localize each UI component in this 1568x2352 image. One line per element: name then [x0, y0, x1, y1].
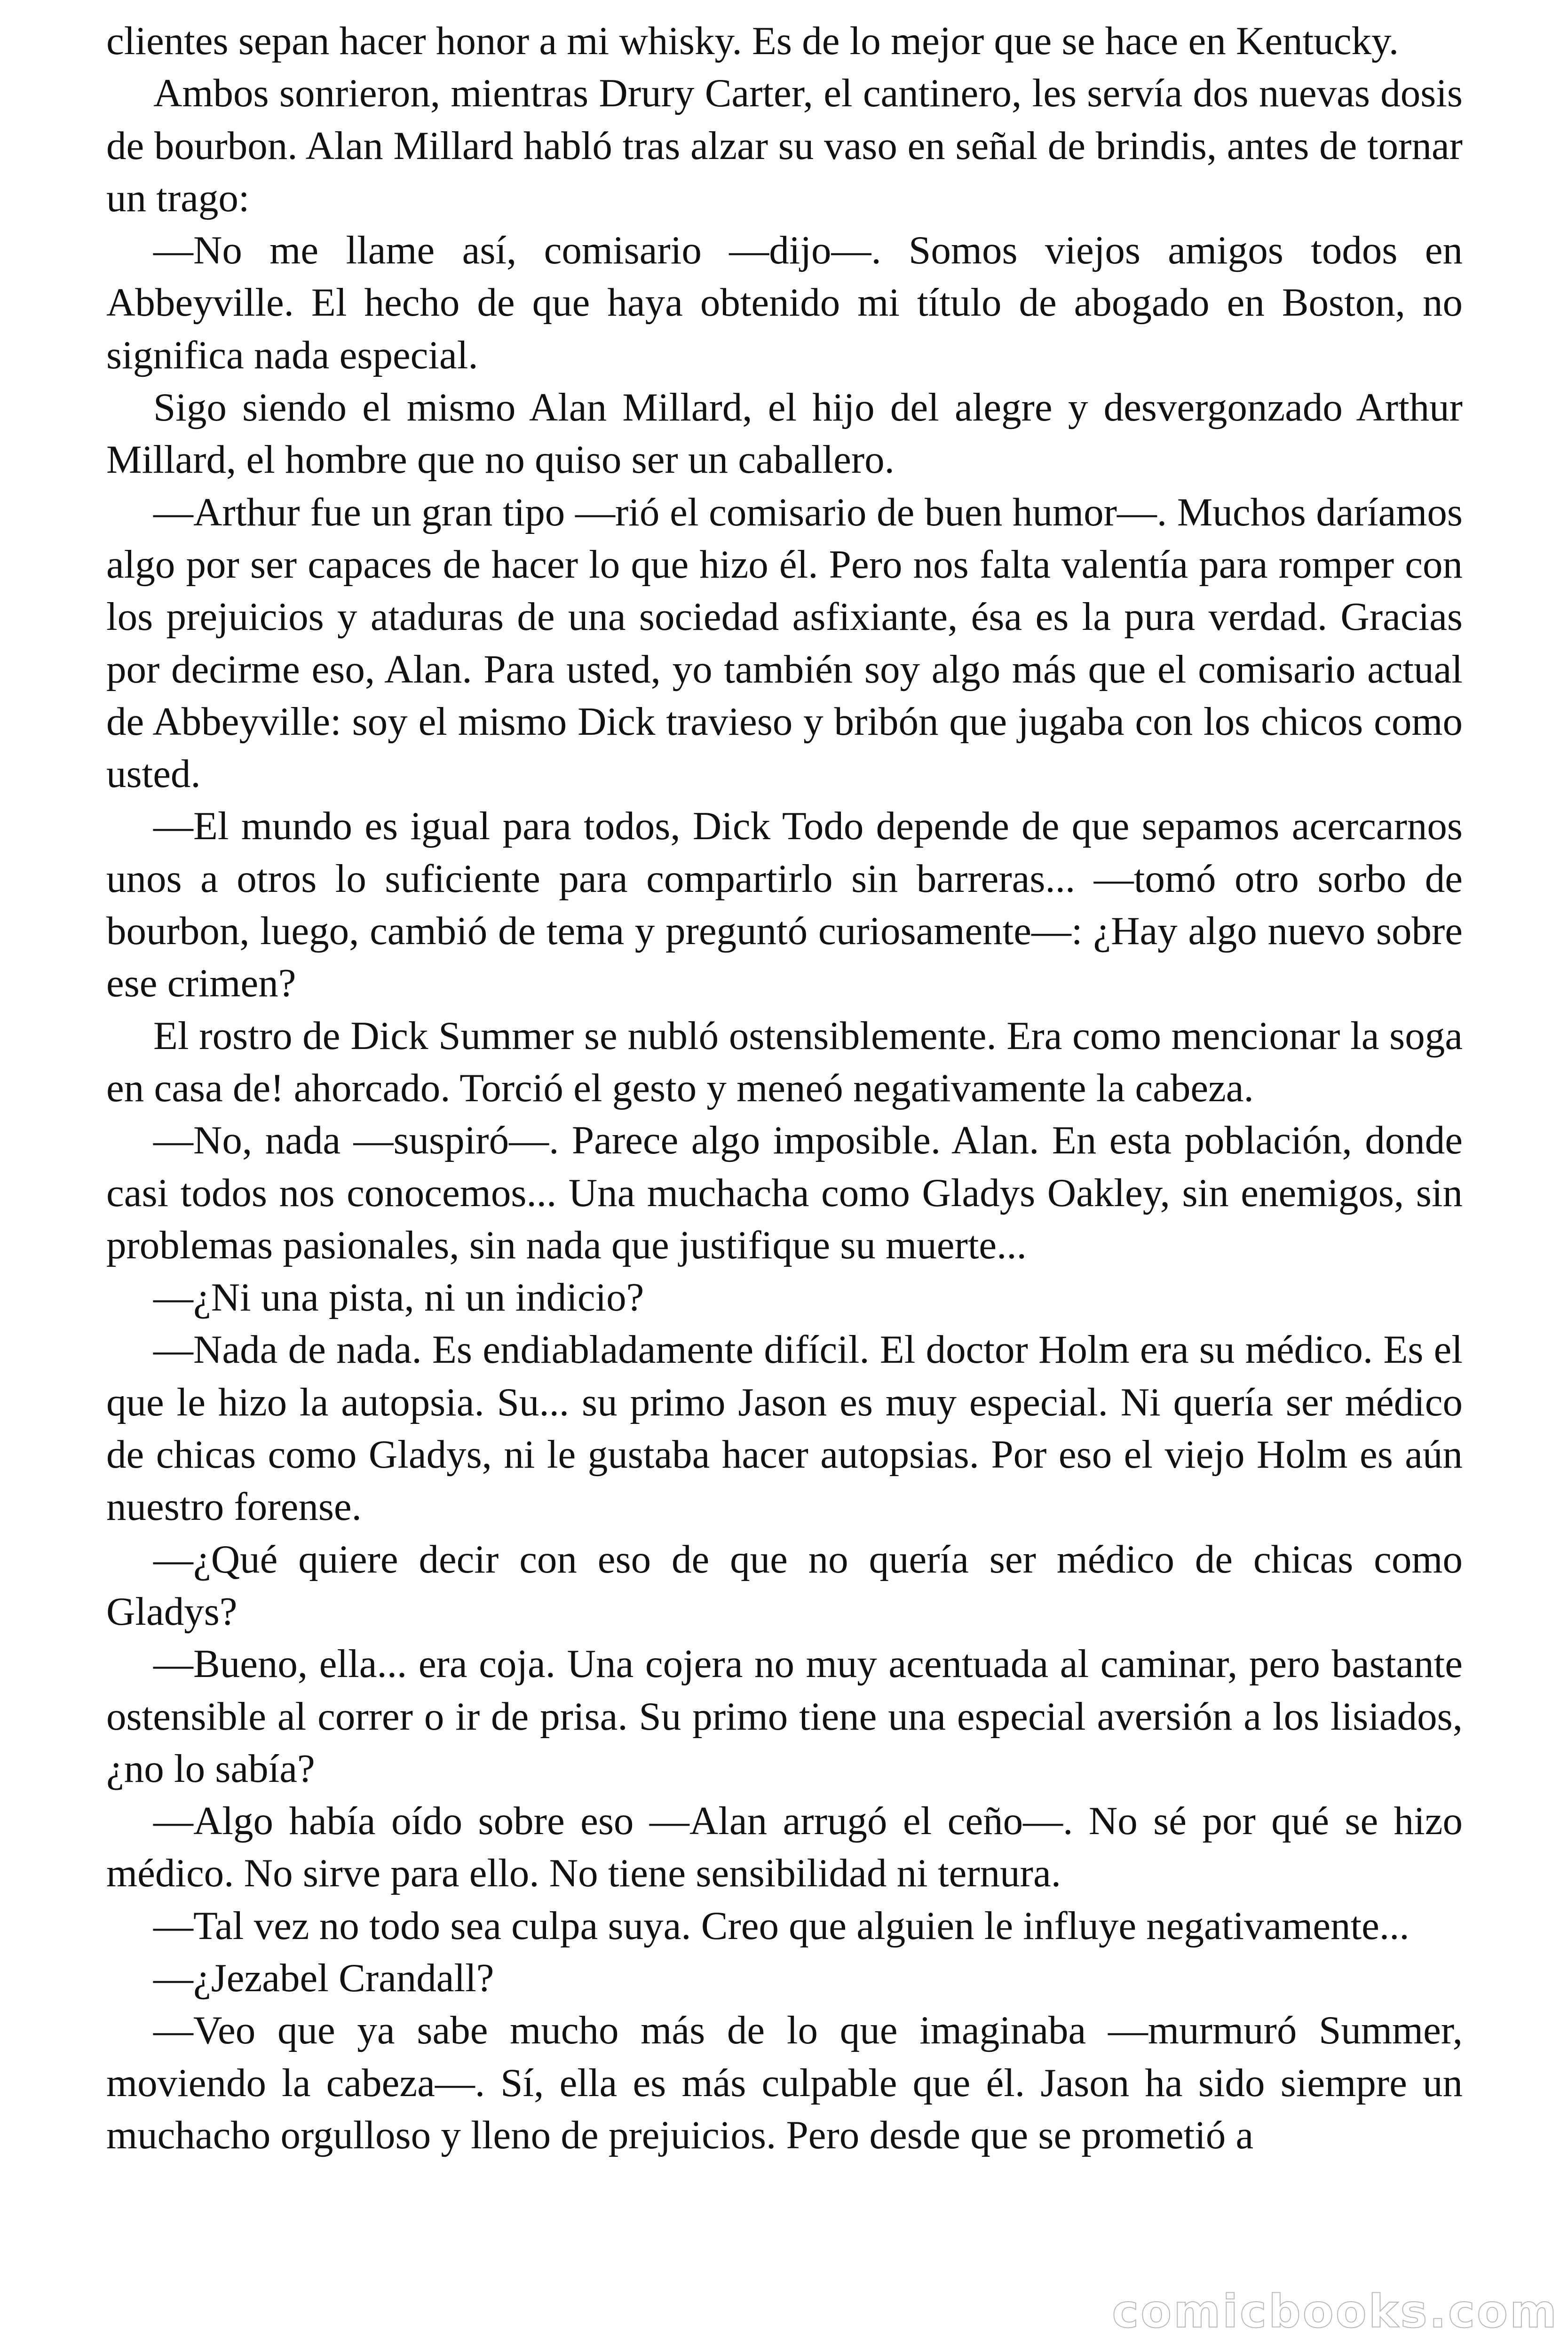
- paragraph-5: —Arthur fue un gran tipo —rió el comisario de buen humor—. Muchos daríamos algo por ser capaces de hacer lo que hizo él. Pero nos falta valentía para romper con los prejuicios y ataduras de una sociedad asfixiante, ésa es la pura verdad. Gracias por decirme eso, Alan. Para usted, yo también soy algo más que el comisario actual de Abbeyville: soy el mismo Dick travieso y bribón que jugaba con los chicos como usted.: [106, 490, 1463, 796]
- paragraph-4: Sigo siendo el mismo Alan Millard, el hijo del alegre y desvergonzado Arthur Millard, el hombre que no quiso ser un caballero.: [106, 385, 1463, 482]
- paragraph-11: —¿Qué quiere decir con eso de que no quería ser médico de chicas como Gladys?: [106, 1537, 1463, 1634]
- paragraph-2: Ambos sonrieron, mientras Drury Carter, el cantinero, les servía dos nuevas dosis de bourbon. Alan Millard habló tras alzar su vaso en señal de brindis, antes de tornar un trago:: [106, 71, 1463, 220]
- paragraph-9: —¿Ni una pista, ni un indicio?: [153, 1275, 644, 1320]
- paragraph-15: —¿Jezabel Crandall?: [153, 1955, 494, 2000]
- paragraph-6: —El mundo es igual para todos, Dick Todo depende de que sepamos acercarnos unos a otros lo suficiente para compartirlo sin barreras... —tomó otro sorbo de bourbon, luego, cambió de tema y preguntó curiosamente—: ¿Hay algo nuevo sobre ese crimen?: [106, 804, 1463, 1006]
- paragraph-3: —No me llame así, comisario —dijo—. Somos viejos amigos todos en Abbeyville. El hecho de que haya obtenido mi título de abogado en Boston, no significa nada especial.: [106, 228, 1463, 377]
- paragraph-7: El rostro de Dick Summer se nubló ostensiblemente. Era como mencionar la soga en casa de! ahorcado. Torció el gesto y meneó negativamente la cabeza.: [106, 1013, 1463, 1110]
- paragraph-16: —Veo que ya sabe mucho más de lo que imaginaba —murmuró Summer, moviendo la cabeza—. Sí, ella es más culpable que él. Jason ha sido siempre un muchacho orgulloso y lleno de prejuicios. Pero desde que se prometió a: [106, 2008, 1463, 2157]
- paragraph-13: —Algo había oído sobre eso —Alan arrugó el ceño—. No sé por qué se hizo médico. No sirve para ello. No tiene sensibilidad ni ternura.: [106, 1799, 1463, 1896]
- watermark: comicbooks.com: [1112, 2285, 1559, 2338]
- paragraph-12: —Bueno, ella... era coja. Una cojera no muy acentuada al caminar, pero bastante ostensible al correr o ir de prisa. Su primo tiene una especial aversión a los lisiados, ¿no lo sabía?: [106, 1642, 1463, 1791]
- paragraph-14: —Tal vez no todo sea culpa suya. Creo que alguien le influye negativamente...: [153, 1903, 1410, 1948]
- paragraph-1: clientes sepan hacer honor a mi whisky. Es de lo mejor que se hace en Kentucky.: [106, 19, 1399, 63]
- paragraph-8: —No, nada —suspiró—. Parece algo imposible. Alan. En esta población, donde casi todos nos conocemos... Una muchacha como Gladys Oakley, sin enemigos, sin problemas pasionales, sin nada que justifique su muerte...: [106, 1118, 1463, 1267]
- paragraph-10: —Nada de nada. Es endiabladamente difícil. El doctor Holm era su médico. Es el que le hizo la autopsia. Su... su primo Jason es muy especial. Ni quería ser médico de chicas como Gladys, ni le gustaba hacer autopsias. Por eso el viejo Holm es aún nuestro forense.: [106, 1327, 1463, 1529]
- book-page-text: [106, 15, 1463, 2161]
